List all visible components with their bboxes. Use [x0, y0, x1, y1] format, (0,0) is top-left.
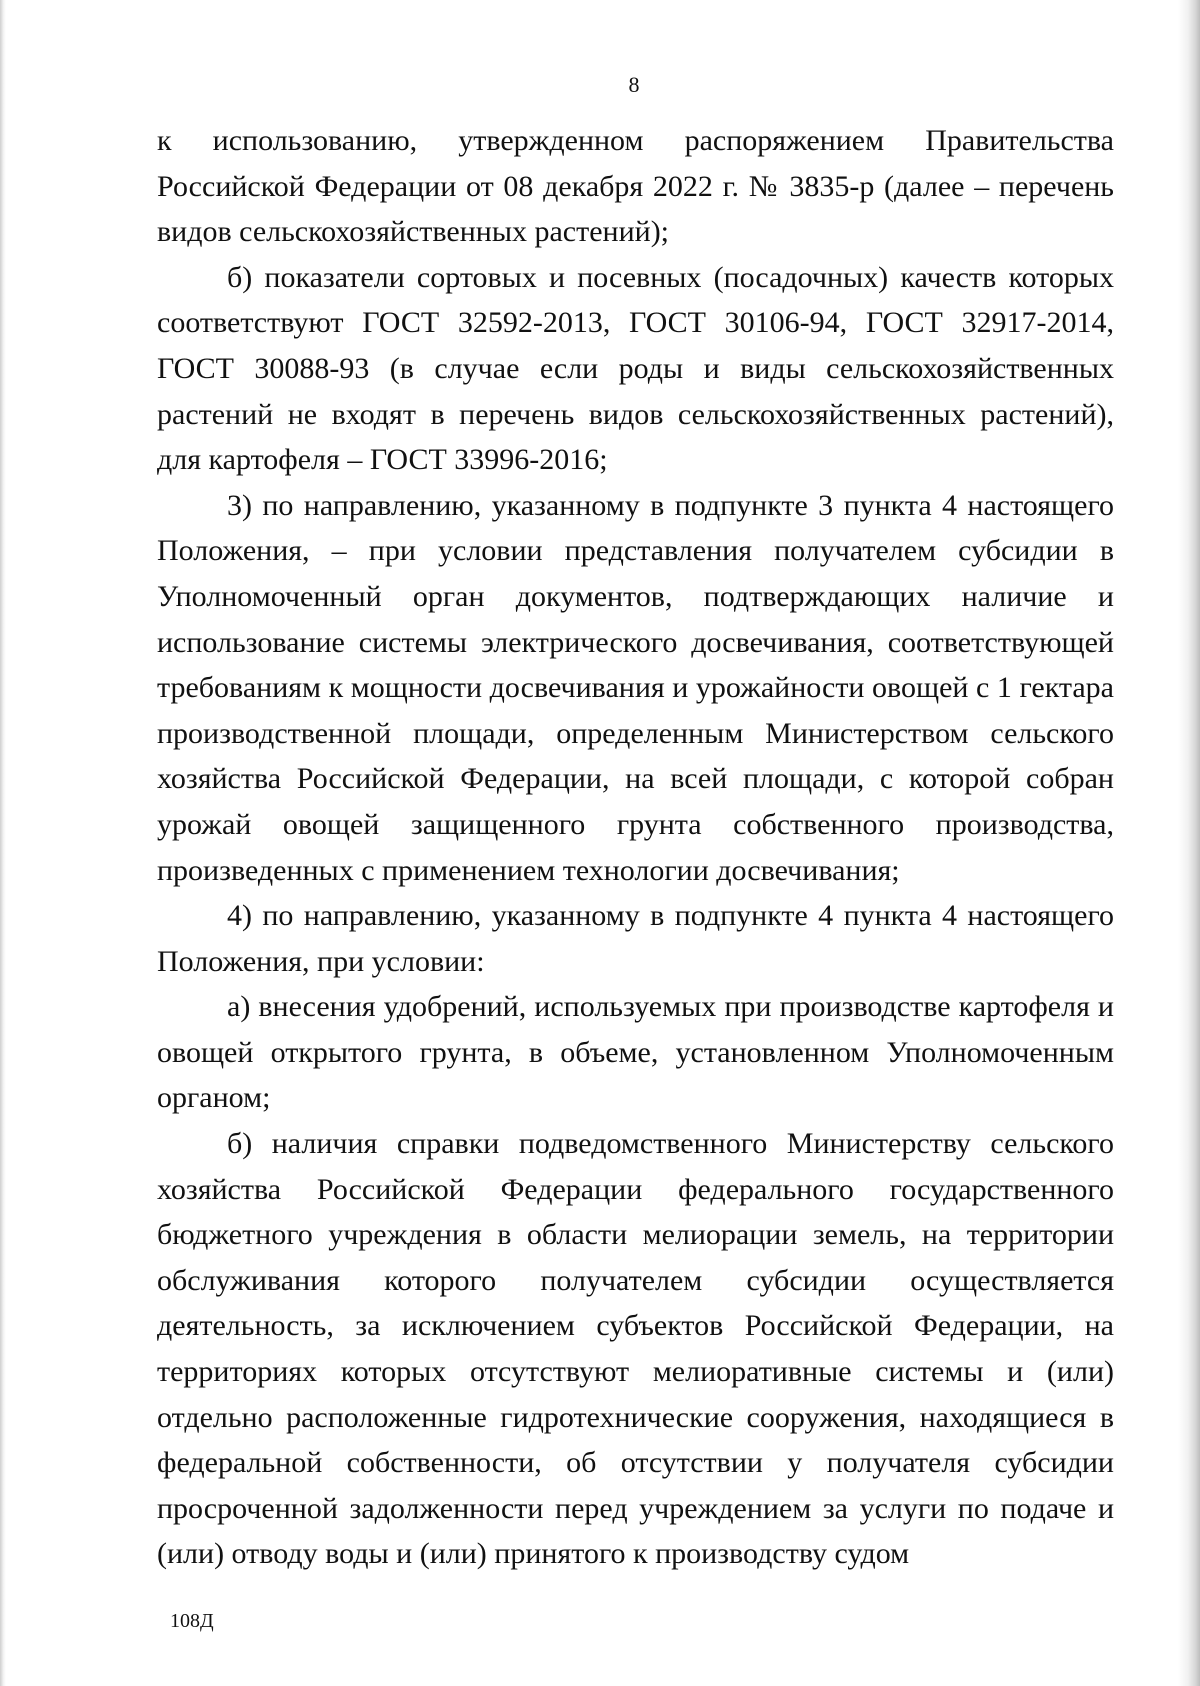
paragraph-item-b-certificate: б) наличия справки подведомственного Министерству сельского хозяйства Российской Федерации федерального государственного бюджетного учреждения в области мелиорации земель, на территории обслуживания которого получателем субсидии осуществляется деятельность, за исключением субъектов Российской Федерации, на территориях которых отсутствуют мелиоративные системы и (или) отдельно расположенные гидротехнические сооружения, находящиеся в федеральной собственности, об отсутствии у получателя субсидии просроченной задолженности перед учреждением за услуги по подаче и (или) отводу воды и (или) принятого к производству судом	[157, 1127, 1114, 1571]
scan-right-edge	[1178, 0, 1200, 1686]
paragraph-item-b-gost: б) показатели сортовых и посевных (посадочных) качеств которых соответствуют ГОСТ 32592-2013, ГОСТ 30106-94, ГОСТ 32917-2014, ГОСТ 30088-93 (в случае если роды и виды сельскохозяйственных растений не входят в перечень видов сельскохозяйственных растений), для картофеля – ГОСТ 33996-2016;	[157, 260, 1114, 477]
page-number: 8	[628, 72, 640, 97]
paragraph-item-4: 4) по направлению, указанному в подпункте 4 пункта 4 настоящего Положения, при условии:	[157, 899, 1114, 978]
body-text	[157, 118, 1114, 1577]
paragraph-item-a-fertilizers: а) внесения удобрений, используемых при производстве картофеля и овощей открытого грунта, в объеме, установленном Уполномоченным органом;	[157, 990, 1114, 1115]
scan-left-edge	[0, 0, 6, 1686]
paragraph-continuation: к использованию, утвержденном распоряжением Правительства Российской Федерации от 08 декабря 2022 г. № 3835-р (далее – перечень видов сельскохозяйственных растений);	[157, 124, 1114, 249]
footer-code: 108Д	[170, 1610, 214, 1632]
paragraph-item-3: 3) по направлению, указанному в подпункте 3 пункта 4 настоящего Положения, – при условии представления получателем субсидии в Уполномоченный орган документов, подтверждающих наличие и использование системы электрического досвечивания, соответствующей требованиям к мощности досвечивания и урожайности овощей с 1 гектара производственной площади, определенным Министерством сельского хозяйства Российской Федерации, на всей площади, с которой собран урожай овощей защищенного грунта собственного производства, произведенных с применением технологии досвечивания;	[157, 488, 1114, 887]
